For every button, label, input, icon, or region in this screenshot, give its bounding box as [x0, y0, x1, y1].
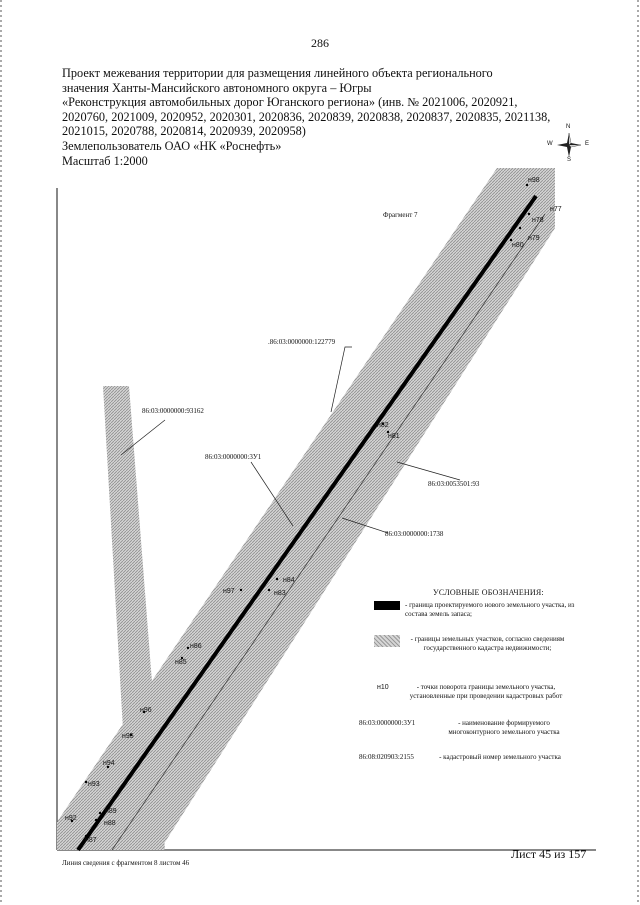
fragment-label: Фрагмент 7	[383, 211, 418, 219]
svg-text:н80: н80	[512, 242, 524, 249]
legend-text-cadastral: - кадастровый номер земельного участка	[439, 753, 561, 761]
svg-text:н86: н86	[190, 643, 202, 650]
compass-w: W	[547, 141, 553, 147]
header-line: «Реконструкция автомобильных дорог Юганского региона» (инв. № 2021006, 2020921,	[62, 95, 518, 110]
header-line: Масштаб 1:2000	[62, 153, 148, 168]
legend-text-boundary: - граница проектируемого нового земельного участка, из состава земель запаса;	[405, 601, 575, 618]
svg-text:н94: н94	[103, 760, 115, 767]
page-number: 286	[311, 36, 329, 50]
svg-text:н96: н96	[140, 707, 152, 714]
legend-title: УСЛОВНЫЕ ОБОЗНАЧЕНИЯ:	[433, 588, 544, 597]
svg-text:н83: н83	[274, 590, 286, 597]
project-boundary-line	[78, 196, 536, 850]
header-line: 2021015, 2020788, 2020814, 2020939, 2020958)	[62, 124, 306, 139]
turning-point	[85, 781, 100, 788]
header-line: Землепользователь ОАО «НК «Роснефть»	[62, 138, 282, 153]
svg-text:н92: н92	[65, 815, 77, 822]
svg-text:н98: н98	[528, 177, 540, 184]
legend-point-marker: н10	[377, 684, 389, 691]
turning-point	[103, 760, 115, 768]
legend-cadastral-code: 86:08:020903:2155	[359, 753, 414, 761]
turning-point	[377, 422, 389, 429]
link-line-note: Линия сведения с фрагментом 8 листом 46	[62, 859, 190, 867]
legend-swatch-boundary	[374, 601, 400, 610]
turning-point	[387, 431, 400, 440]
label-parcel-53501: 86:03:0053501:93	[428, 480, 480, 488]
label-parcel-3u1: 86:03:0000000:3У1	[205, 453, 262, 461]
header-line: 2020760, 2021009, 2020952, 2020301, 2020836, 2020839, 2020838, 2020837, 2020835, 2021138,	[62, 109, 551, 124]
turning-point	[187, 643, 202, 650]
turning-point	[85, 835, 97, 844]
legend-swatch-cadastre	[374, 635, 400, 647]
sheet-number: Лист 45 из 157	[511, 847, 587, 861]
header-line: значения Ханты-Мансийского автономного округа – Югры	[62, 80, 372, 95]
label-parcel-122779: .86:03:0000000:122779	[268, 338, 336, 346]
legend-text-cadastre: - границы земельных участков, согласно сведениям государственного кадастра недвижимости;	[410, 635, 565, 652]
compass-s: S	[567, 157, 572, 163]
label-parcel-93162: 86:03:0000000:93162	[142, 407, 204, 415]
legend-name-code: 86:03:0000000:3У1	[359, 719, 416, 727]
legend-text-point: - точки поворота границы земельного участка, установленные при проведении кадастровых работ	[409, 683, 563, 700]
svg-text:н81: н81	[388, 433, 400, 440]
svg-text:н79: н79	[528, 235, 540, 242]
turning-point	[65, 815, 77, 822]
legend-text-name: - наименование формируемого многоконтурного земельного участка	[448, 719, 560, 736]
svg-text:н93: н93	[88, 781, 100, 788]
turning-point	[175, 657, 187, 666]
svg-text:н85: н85	[175, 659, 187, 666]
svg-text:н87: н87	[85, 837, 97, 844]
turning-point	[122, 733, 134, 740]
header-line: Проект межевания территории для размещения линейного объекта регионального	[62, 66, 493, 80]
svg-text:н97: н97	[223, 588, 235, 595]
svg-text:н88: н88	[104, 820, 116, 827]
compass-e: E	[585, 141, 590, 147]
compass-rose	[547, 124, 590, 163]
svg-text:н77: н77	[550, 206, 562, 213]
compass-n: N	[566, 124, 571, 130]
leader-53501	[397, 462, 460, 480]
svg-text:н84: н84	[283, 577, 295, 584]
turning-point	[140, 707, 152, 714]
svg-text:н82: н82	[377, 422, 389, 429]
label-parcel-1738: 86:03:0000000:1738	[385, 530, 444, 538]
svg-text:н89: н89	[105, 808, 117, 815]
svg-text:н95: н95	[122, 733, 134, 740]
svg-text:н78: н78	[532, 217, 544, 224]
